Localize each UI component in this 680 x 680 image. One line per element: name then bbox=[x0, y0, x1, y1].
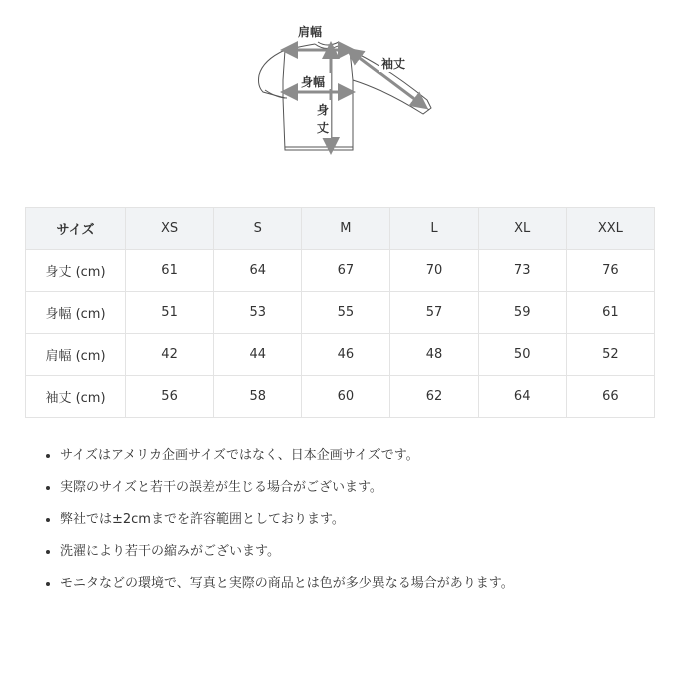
length-label-1: 身 bbox=[317, 103, 330, 117]
table-cell: 76 bbox=[566, 250, 654, 292]
size-table bbox=[25, 207, 655, 418]
length-label-2: 丈 bbox=[317, 121, 330, 135]
table-cell: 58 bbox=[214, 376, 302, 418]
table-row bbox=[26, 376, 655, 418]
list-item: • 洗濯により若干の縮みがございます。 bbox=[60, 540, 514, 572]
shoulder-label: 肩幅 bbox=[298, 25, 323, 39]
size-header-row bbox=[26, 208, 655, 250]
row-label: 身丈 (cm) bbox=[26, 250, 126, 292]
table-cell: 59 bbox=[478, 292, 566, 334]
width-label: 身幅 bbox=[301, 75, 326, 89]
row-label: 肩幅 (cm) bbox=[26, 334, 126, 376]
table-cell: 61 bbox=[126, 250, 214, 292]
table-cell: 42 bbox=[126, 334, 214, 376]
size-header-corner: サイズ bbox=[26, 208, 126, 250]
table-cell: 70 bbox=[390, 250, 478, 292]
size-header-cell: XS bbox=[126, 208, 214, 250]
list-item: • サイズはアメリカ企画サイズではなく、日本企画サイズです。 bbox=[60, 444, 514, 476]
list-item: • 弊社では±2cmまでを許容範囲としております。 bbox=[60, 508, 514, 540]
table-cell: 66 bbox=[566, 376, 654, 418]
table-cell: 56 bbox=[126, 376, 214, 418]
notes-list bbox=[42, 444, 514, 604]
table-cell: 64 bbox=[214, 250, 302, 292]
row-label: 袖丈 (cm) bbox=[26, 376, 126, 418]
table-cell: 44 bbox=[214, 334, 302, 376]
table-cell: 46 bbox=[302, 334, 390, 376]
size-header-cell: XXL bbox=[566, 208, 654, 250]
table-cell: 51 bbox=[126, 292, 214, 334]
table-cell: 64 bbox=[478, 376, 566, 418]
table-cell: 48 bbox=[390, 334, 478, 376]
table-cell: 62 bbox=[390, 376, 478, 418]
table-cell: 55 bbox=[302, 292, 390, 334]
size-header-cell: L bbox=[390, 208, 478, 250]
table-cell: 57 bbox=[390, 292, 478, 334]
table-cell: 53 bbox=[214, 292, 302, 334]
size-header-cell: M bbox=[302, 208, 390, 250]
table-cell: 50 bbox=[478, 334, 566, 376]
table-cell: 52 bbox=[566, 334, 654, 376]
list-item: • 実際のサイズと若干の誤差が生じる場合がございます。 bbox=[60, 476, 514, 508]
table-row bbox=[26, 292, 655, 334]
row-label: 身幅 (cm) bbox=[26, 292, 126, 334]
table-cell: 60 bbox=[302, 376, 390, 418]
table-row bbox=[26, 250, 655, 292]
garment-measurement-diagram bbox=[245, 20, 445, 160]
table-row bbox=[26, 334, 655, 376]
size-header-cell: XL bbox=[478, 208, 566, 250]
sleeve-label: 袖丈 bbox=[381, 57, 406, 71]
table-cell: 67 bbox=[302, 250, 390, 292]
size-header-cell: S bbox=[214, 208, 302, 250]
table-cell: 73 bbox=[478, 250, 566, 292]
list-item: • モニタなどの環境で、写真と実際の商品とは色が多少異なる場合があります。 bbox=[60, 572, 514, 604]
table-cell: 61 bbox=[566, 292, 654, 334]
